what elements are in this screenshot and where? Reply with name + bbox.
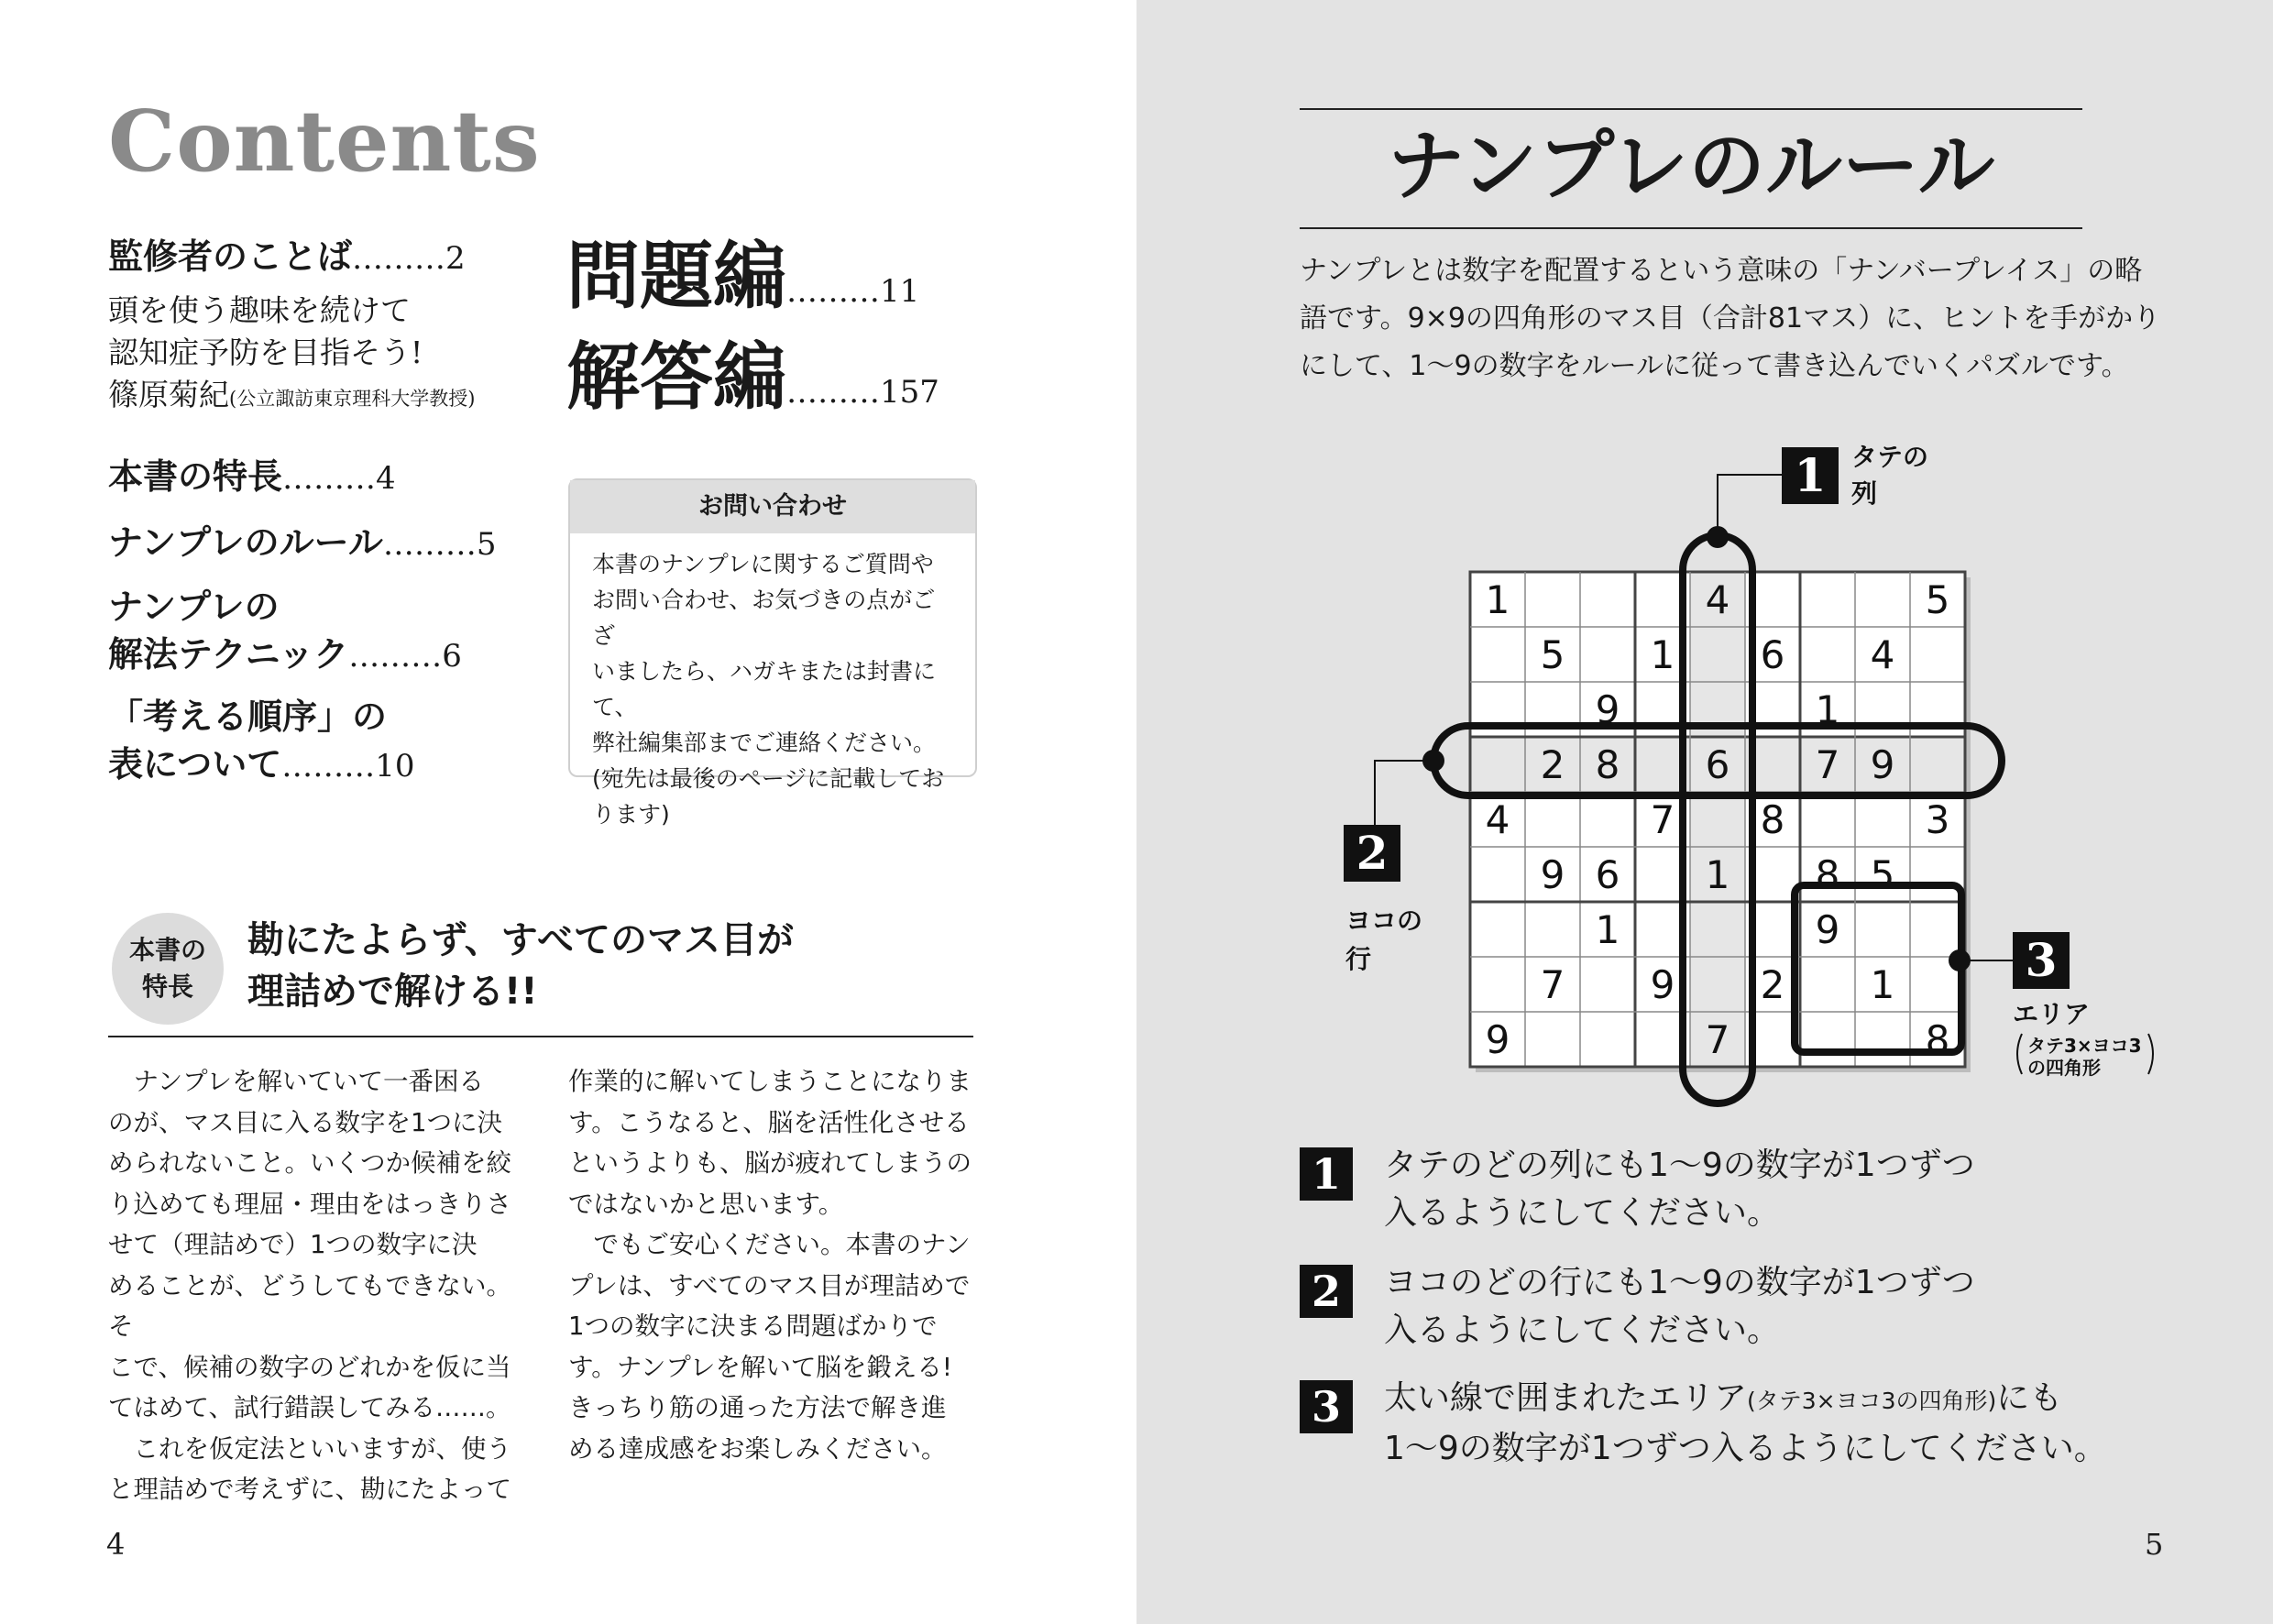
row-badge-number: 2 [1356, 826, 1389, 880]
row-connector-line [1375, 761, 1433, 825]
grid-cell [1525, 1012, 1580, 1067]
rules-title: ナンプレのルール [1387, 121, 1995, 211]
rule-line: 1～9の数字が1つずつ入るようにしてください。 [1384, 1430, 2107, 1467]
feature-badge [112, 913, 224, 1025]
inquiry-line: ります) [592, 801, 670, 828]
grid-cell [1910, 902, 1965, 957]
body-line: 作業的に解いてしまうことになりま [568, 1067, 972, 1096]
grid-cell [1855, 572, 1910, 627]
area-badge-number: 3 [2025, 933, 2058, 987]
toc-dots: ……… [382, 526, 477, 563]
toc-label: ナンプレの [108, 587, 280, 627]
rule-line: 入るようにしてください。 [1384, 1311, 1781, 1349]
body-line: きっちり筋の通った方法で解き進 [568, 1393, 947, 1422]
grid-cell [1690, 957, 1745, 1012]
grid-digit: 8 [1595, 742, 1620, 787]
body-line: 1つの数字に決まる問題ばかりで [568, 1311, 938, 1341]
grid-cell [1580, 1012, 1635, 1067]
body-line: める達成感をお楽しみください。 [568, 1433, 947, 1464]
grid-cell [1470, 627, 1525, 682]
toc-label: ナンプレのルール [108, 522, 383, 563]
body-line: す。ナンプレを解いて脳を鍛える! [568, 1352, 952, 1382]
feature-heading-line: 勘にたよらず、すべてのマス目が [247, 919, 794, 961]
inquiry-line: 弊社編集部までご連絡ください。 [592, 730, 937, 756]
grid-digit: 7 [1650, 797, 1675, 842]
inquiry-box [568, 478, 977, 828]
toc-label: 解法テクニック [108, 634, 349, 675]
rule-text [1384, 1142, 1975, 1237]
grid-cell [1910, 627, 1965, 682]
body-line: でもご安心ください。本書のナン [568, 1230, 971, 1259]
column-badge-number: 1 [1794, 448, 1827, 502]
feature-heading [247, 915, 794, 1017]
grid-digit: 9 [1595, 687, 1620, 732]
rule-line: タテのどの列にも1～9の数字が1つずつ [1384, 1147, 1975, 1184]
grid-cell [1580, 792, 1635, 847]
area-paren-left [2017, 1034, 2022, 1074]
body-line: ではないかと思います。 [568, 1189, 844, 1219]
grid-digit: 7 [1540, 962, 1565, 1007]
toc-page: 4 [376, 460, 396, 497]
feature-divider [108, 1036, 973, 1037]
body-line: められないこと。いくつか候補を絞 [108, 1148, 511, 1178]
grid-digit: 5 [1925, 577, 1950, 622]
grid-cell [1470, 847, 1525, 902]
message-line: 頭を使う趣味を続けて [108, 292, 411, 328]
feature-body-col2 [568, 1061, 972, 1469]
toc-label: 「考える順序」の [108, 697, 388, 737]
toc-item-rules[interactable] [108, 519, 496, 568]
grid-digit: 9 [1650, 962, 1675, 1007]
grid-cell [1470, 902, 1525, 957]
toc-page: 10 [375, 748, 415, 785]
grid-cell [1690, 792, 1745, 847]
title-rule-bottom [1300, 227, 2082, 229]
grid-digit: 2 [1760, 962, 1785, 1007]
grid-digit: 7 [1705, 1017, 1730, 1062]
grid-cell [1855, 902, 1910, 957]
intro-line: 語です。9×9の四角形のマス目（合計81マス）に、ヒントを手がかり [1300, 302, 2161, 335]
rule-line: 太い線で囲まれたエリア [1384, 1379, 1748, 1417]
rule-number-badge: 3 [1300, 1380, 1353, 1433]
feature-heading-line: 理詰めで解ける!! [247, 971, 538, 1013]
toc-item-order-table[interactable] [108, 693, 415, 790]
grid-digit: 9 [1815, 907, 1840, 952]
grid-cell [1855, 792, 1910, 847]
inquiry-body [570, 533, 975, 845]
grid-digit: 8 [1815, 852, 1840, 897]
toc-dots: ……… [786, 374, 880, 411]
grid-cell [1855, 1012, 1910, 1067]
toc-dots: ……… [348, 638, 443, 675]
body-line: ナンプレを解いていて一番困る [108, 1067, 485, 1096]
rule-text [1384, 1259, 1975, 1355]
supervisor-name: 篠原菊紀 [108, 377, 229, 412]
grid-digit: 5 [1870, 852, 1895, 897]
toc-label: 表について [108, 744, 282, 785]
row-label: 行 [1345, 944, 1372, 974]
feature-body-col1 [108, 1061, 511, 1510]
body-line: プレは、すべてのマス目が理詰めで [568, 1270, 971, 1300]
grid-digit: 3 [1925, 797, 1950, 842]
toc-page: 6 [442, 638, 462, 675]
grid-cell [1470, 737, 1525, 792]
body-line: せて（理詰めで）1つの数字に決 [108, 1230, 478, 1259]
grid-cell [1800, 572, 1855, 627]
area-label-detail: の四角形 [2027, 1057, 2101, 1079]
grid-digit: 6 [1760, 632, 1785, 677]
toc-label: 監修者のことば [108, 236, 353, 277]
toc-page: 11 [880, 273, 920, 310]
inquiry-title: お問い合わせ [570, 480, 975, 533]
grid-cell [1800, 627, 1855, 682]
rule-number-badge: 1 [1300, 1147, 1353, 1201]
grid-digit: 6 [1595, 852, 1620, 897]
body-line: てはめて、試行錯誤してみる……。 [108, 1393, 511, 1422]
toc-item-supervisor[interactable] [108, 233, 466, 282]
grid-digit: 1 [1595, 907, 1620, 952]
toc-dots: ……… [282, 460, 377, 497]
grid-cell [1470, 957, 1525, 1012]
area-label-detail: タテ3×ヨコ3 [2027, 1035, 2142, 1057]
area-paren-right [2148, 1034, 2153, 1074]
contents-title: Contents [108, 92, 541, 191]
area-label: エリア [2013, 999, 2091, 1029]
body-line: り込めても理屈・理由をはっきりさ [108, 1189, 511, 1219]
grid-cell [1910, 737, 1965, 792]
rule-line: にも [1996, 1379, 2063, 1417]
feature-badge-line: 本書の [128, 935, 206, 965]
toc-label: 本書の特長 [108, 456, 283, 497]
toc-dots: ……… [352, 240, 446, 277]
supervisor-affiliation: (公立諏訪東京理科大学教授) [229, 388, 476, 410]
body-line: こで、候補の数字のどれかを仮に当 [108, 1352, 511, 1382]
intro-line: にして、1～9の数字をルールに従って書き込んでいくパズルです。 [1300, 350, 2129, 382]
body-line: これを仮定法といいますが、使う [108, 1433, 511, 1464]
grid-cell [1690, 627, 1745, 682]
grid-digit: 9 [1540, 852, 1565, 897]
body-line: のが、マス目に入る数字を1つに決 [108, 1107, 502, 1137]
column-label: 列 [1851, 478, 1878, 509]
sudoku-diagram [1283, 422, 2200, 1118]
toc-page: 2 [445, 240, 466, 277]
grid-cell [1580, 627, 1635, 682]
toc-item-problems[interactable] [566, 231, 919, 337]
grid-cell [1580, 572, 1635, 627]
page-number-right: 5 [2145, 1527, 2164, 1562]
rule-item-1 [1300, 1147, 2125, 1232]
toc-item-techniques[interactable] [108, 583, 462, 680]
grid-digit: 4 [1705, 577, 1730, 622]
toc-page: 5 [476, 526, 497, 563]
rule-item-3 [1300, 1379, 2125, 1467]
feature-badge-line: 特長 [141, 971, 193, 1002]
grid-digit: 1 [1705, 852, 1730, 897]
grid-digit: 9 [1485, 1017, 1510, 1062]
toc-dots: ……… [786, 273, 880, 310]
grid-cell [1525, 902, 1580, 957]
column-label: タテの [1851, 442, 1929, 472]
inquiry-line: (宛先は最後のページに記載してお [592, 765, 945, 792]
toc-dots: ……… [281, 748, 376, 785]
rule-line: ヨコのどの行にも1～9の数字が1つずつ [1384, 1264, 1975, 1301]
toc-page: 157 [880, 374, 939, 411]
grid-cell [1800, 792, 1855, 847]
body-line: す。こうなると、脳を活性化させる [568, 1107, 970, 1137]
rule-line-paren: (タテ3×ヨコ3の四角形) [1747, 1388, 1997, 1414]
inquiry-line: いましたら、ハガキまたは封書にて、 [592, 658, 937, 720]
rule-number-badge: 2 [1300, 1265, 1353, 1318]
grid-digit: 7 [1815, 742, 1840, 787]
inquiry-line: 本書のナンプレに関するご質問や [592, 551, 934, 577]
grid-digit: 1 [1485, 577, 1510, 622]
toc-item-features[interactable] [108, 453, 396, 502]
grid-digit: 1 [1650, 632, 1675, 677]
grid-digit: 4 [1870, 632, 1895, 677]
grid-digit: 1 [1815, 687, 1840, 732]
grid-cell [1690, 902, 1745, 957]
toc-item-answers[interactable] [566, 332, 939, 438]
grid-digit: 4 [1485, 797, 1510, 842]
grid-cell [1525, 792, 1580, 847]
grid-digit: 5 [1540, 632, 1565, 677]
grid-digit: 6 [1705, 742, 1730, 787]
body-line: というよりも、脳が疲れてしまうの [568, 1148, 972, 1178]
page-number-left: 4 [106, 1527, 126, 1562]
row-label: ヨコの [1345, 905, 1423, 936]
grid-cell [1800, 1012, 1855, 1067]
rules-intro [1300, 247, 2180, 390]
message-line: 認知症予防を目指そう! [108, 335, 423, 370]
supervisor-message [108, 290, 475, 420]
column-connector-line [1718, 475, 1782, 537]
grid-cell [1910, 847, 1965, 902]
rule-line: 入るようにしてください。 [1384, 1194, 1781, 1232]
toc-label: 解答編 [566, 335, 786, 420]
body-line: めることが、どうしてもできない。そ [108, 1270, 511, 1341]
grid-digit: 8 [1925, 1017, 1950, 1062]
body-line: と理詰めで考えずに、勘にたよって [108, 1475, 511, 1504]
grid-digit: 9 [1870, 742, 1895, 787]
grid-digit: 2 [1540, 742, 1565, 787]
toc-label: 問題編 [566, 234, 786, 319]
intro-line: ナンプレとは数字を配置するという意味の「ナンバープレイス」の略 [1300, 255, 2143, 287]
grid-digit: 8 [1760, 797, 1785, 842]
grid-cell [1580, 957, 1635, 1012]
grid-cell [1800, 957, 1855, 1012]
inquiry-line: お問い合わせ、お気づきの点がござ [592, 587, 936, 649]
title-rule-top [1300, 108, 2082, 110]
rule-text [1384, 1375, 2107, 1473]
grid-digit: 1 [1870, 962, 1895, 1007]
left-page [0, 0, 1136, 1624]
grid-cell [1525, 572, 1580, 627]
rule-item-2 [1300, 1264, 2125, 1349]
